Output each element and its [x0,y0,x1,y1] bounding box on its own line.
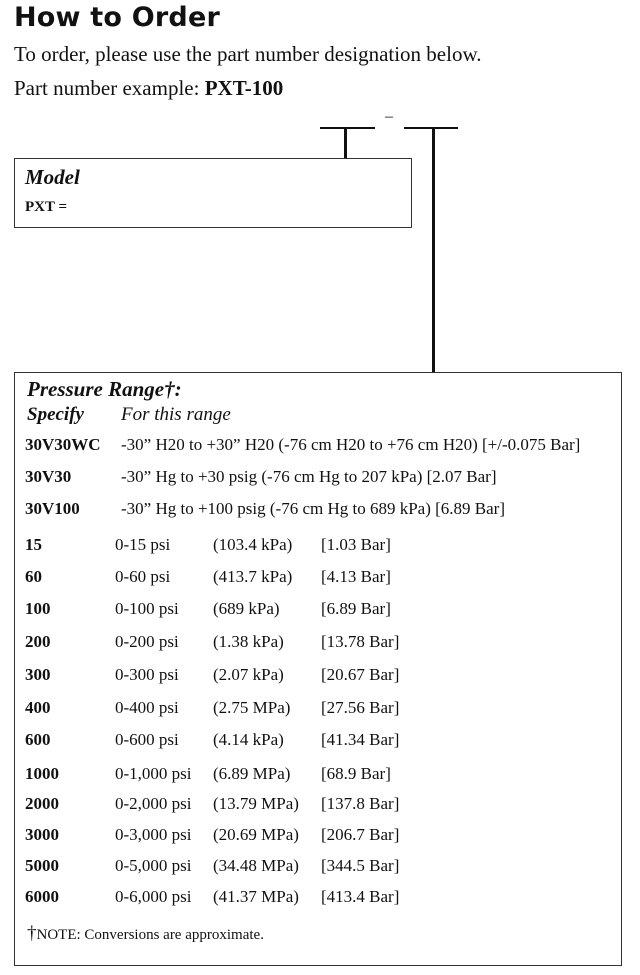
range-bar: [1.03 Bar] [321,535,391,554]
range-code: 60 [25,567,42,586]
range-code: 30V100 [25,499,80,518]
range-code: 3000 [25,825,59,844]
range-kpa: (4.14 kPa) [213,730,284,749]
intro-text: To order, please use the part number designation below. [14,42,482,66]
range-psi: 0-2,000 psi [115,794,192,813]
range-kpa: (689 kPa) [213,599,280,618]
range-bar: [344.5 Bar] [321,856,400,875]
range-code: 100 [25,599,51,618]
range-description: -30” H20 to +30” H20 (-76 cm H20 to +76 cm H20) [+/-0.075 Bar] [121,435,581,454]
range-psi: 0-15 psi [115,535,171,554]
range-connector [432,128,435,372]
range-kpa: (413.7 kPa) [213,567,293,586]
range-bar: [68.9 Bar] [321,764,391,783]
range-kpa: (1.38 kPa) [213,632,284,651]
range-description: -30” Hg to +30 psig (-76 cm Hg to 207 kPa) [2.07 Bar] [121,467,497,486]
range-code: 5000 [25,856,59,875]
range-kpa: (34.48 MPa) [213,856,299,875]
range-bar: [206.7 Bar] [321,825,400,844]
range-bar: [4.13 Bar] [321,567,391,586]
range-psi: 0-5,000 psi [115,856,192,875]
range-kpa: (41.37 MPa) [213,887,299,906]
range-bar: [413.4 Bar] [321,887,400,906]
range-psi: 0-1,000 psi [115,764,192,783]
range-kpa: (6.89 MPa) [213,764,291,783]
range-code: 30V30 [25,467,72,486]
range-description: -30” Hg to +100 psig (-76 cm Hg to 689 kPa) [6.89 Bar] [121,499,506,518]
range-code: 400 [25,698,51,717]
dagger-symbol: † [27,923,37,944]
model-slot-line [320,127,375,129]
part-number-example [14,76,283,101]
range-kpa: (20.69 MPa) [213,825,299,844]
range-bar: [41.34 Bar] [321,730,400,749]
range-code: 200 [25,632,51,651]
range-psi: 0-100 psi [115,599,179,618]
range-psi: 0-200 psi [115,632,179,651]
column-header-specify: Specify [27,404,84,425]
range-code: 300 [25,665,51,684]
range-slot-line [404,127,458,129]
range-kpa: (13.79 MPa) [213,794,299,813]
slot-separator: – [385,108,393,125]
range-code: 600 [25,730,51,749]
model-connector [344,128,347,158]
model-code: PXT = [25,199,68,215]
range-psi: 0-400 psi [115,698,179,717]
range-bar: [6.89 Bar] [321,599,391,618]
model-title: Model [25,165,80,189]
range-bar: [13.78 Bar] [321,632,400,651]
range-psi: 0-60 psi [115,567,171,586]
range-psi: 0-3,000 psi [115,825,192,844]
range-bar: [137.8 Bar] [321,794,400,813]
range-code: 30V30WC [25,435,101,454]
range-psi: 0-600 psi [115,730,179,749]
example-label: Part number example: [14,76,200,100]
range-bar: [27.56 Bar] [321,698,400,717]
conversion-note [27,923,264,945]
model-box [14,158,412,228]
range-code: 1000 [25,764,59,783]
note-text: NOTE: Conversions are approximate. [36,927,264,943]
range-code: 6000 [25,887,59,906]
column-header-range: For this range [121,404,231,425]
pressure-range-box [14,372,622,966]
range-bar: [20.67 Bar] [321,665,400,684]
page-title: How to Order [14,2,220,33]
range-psi: 0-300 psi [115,665,179,684]
range-code: 2000 [25,794,59,813]
example-value: PXT-100 [204,76,284,100]
range-kpa: (2.75 MPa) [213,698,291,717]
range-kpa: (2.07 kPa) [213,665,284,684]
range-kpa: (103.4 kPa) [213,535,293,554]
pressure-range-title: Pressure Range†: [27,377,182,401]
range-code: 15 [25,535,42,554]
range-psi: 0-6,000 psi [115,887,192,906]
